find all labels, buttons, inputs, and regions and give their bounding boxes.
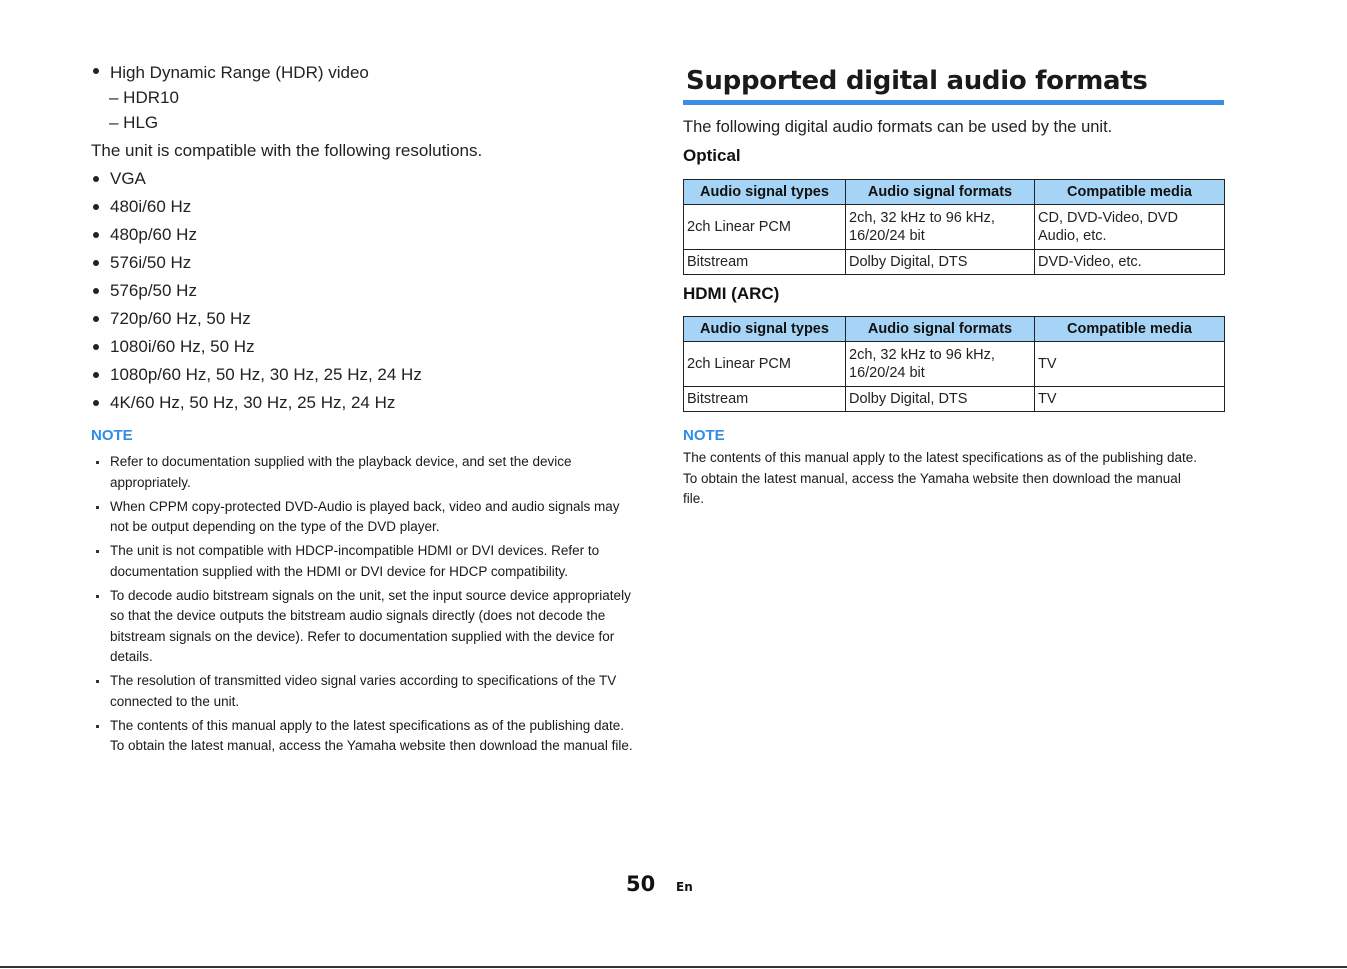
table-row (684, 250, 1225, 275)
table-cell: 2ch, 32 kHz to 96 kHz, 16/20/24 bit (846, 205, 1035, 250)
note-item: The resolution of transmitted video signal varies according to specifications of the TV connected to the unit. (91, 671, 636, 712)
table-header-cell: Compatible media (1035, 180, 1225, 205)
resolution-item: 480p/60 Hz (91, 221, 636, 249)
lead-text: The following digital audio formats can be used by the unit. (683, 118, 1113, 136)
right-column (683, 66, 1224, 510)
note-item: The unit is not compatible with HDCP-incompatible HDMI or DVI devices. Refer to documentation supplied with the HDMI or DVI device for HDCP compatibility. (91, 541, 636, 582)
table-row (684, 342, 1225, 387)
note-item: The contents of this manual apply to the latest specifications as of the publishing date. To obtain the latest manual, access the Yamaha website then download the manual file. (91, 716, 636, 757)
table-header-cell: Audio signal formats (846, 180, 1035, 205)
table-cell: Bitstream (684, 250, 846, 275)
table-cell: 2ch, 32 kHz to 96 kHz, 16/20/24 bit (846, 342, 1035, 387)
table-header-cell: Audio signal types (684, 317, 846, 342)
optical-title: Optical (683, 146, 741, 165)
table-cell: 2ch Linear PCM (684, 342, 846, 387)
note-item: When CPPM copy-protected DVD-Audio is played back, video and audio signals may not be output depending on the type of the DVD player. (91, 497, 636, 538)
note-title: NOTE (91, 427, 133, 444)
section-title: Supported digital audio formats (683, 66, 1224, 105)
note-list (91, 452, 636, 757)
note-text: The contents of this manual apply to the latest specifications as of the publishing date. To obtain the latest manual, access the Yamaha website then download the manual file. (683, 450, 1198, 506)
table-cell: 2ch Linear PCM (684, 205, 846, 250)
table-header-cell: Audio signal formats (846, 317, 1035, 342)
table-cell: CD, DVD-Video, DVD Audio, etc. (1035, 205, 1225, 250)
table-cell: TV (1035, 342, 1225, 387)
note-title: NOTE (683, 427, 725, 444)
resolution-list (91, 165, 636, 417)
table-cell: Dolby Digital, DTS (846, 387, 1035, 412)
hdr-bullet: High Dynamic Range (HDR) video (91, 60, 636, 85)
resolution-item: VGA (91, 165, 636, 193)
resolution-item: 1080i/60 Hz, 50 Hz (91, 333, 636, 361)
hdr-sub-item: – HDR10 (109, 88, 179, 107)
table-header-cell: Compatible media (1035, 317, 1225, 342)
note-item: Refer to documentation supplied with the playback device, and set the device appropriately. (91, 452, 636, 493)
hdmi-title: HDMI (ARC) (683, 284, 780, 303)
compat-text: The unit is compatible with the following resolutions. (91, 141, 483, 160)
resolution-item: 720p/60 Hz, 50 Hz (91, 305, 636, 333)
bottom-rule (0, 966, 1347, 968)
table-row (684, 387, 1225, 412)
optical-table (683, 179, 1225, 275)
table-cell: DVD-Video, etc. (1035, 250, 1225, 275)
table-cell: Bitstream (684, 387, 846, 412)
resolution-item: 576i/50 Hz (91, 249, 636, 277)
table-header-cell: Audio signal types (684, 180, 846, 205)
page-language: En (676, 880, 693, 894)
hdmi-table (683, 316, 1225, 412)
resolution-item: 480i/60 Hz (91, 193, 636, 221)
table-header-row (684, 180, 1225, 205)
note-item: To decode audio bitstream signals on the unit, set the input source device appropriately so that the device outputs the bitstream audio signals directly (does not decode the bitstream signals on the device). Refer to documentation supplied with the device for details. (91, 586, 636, 668)
left-column (91, 60, 636, 760)
hdr-sub-item: – HLG (109, 113, 159, 132)
page-number: 50 (626, 872, 656, 896)
resolution-item: 1080p/60 Hz, 50 Hz, 30 Hz, 25 Hz, 24 Hz (91, 361, 636, 389)
hdr-list (91, 60, 636, 135)
resolution-item: 576p/50 Hz (91, 277, 636, 305)
resolution-item: 4K/60 Hz, 50 Hz, 30 Hz, 25 Hz, 24 Hz (91, 389, 636, 417)
table-row (684, 205, 1225, 250)
table-cell: Dolby Digital, DTS (846, 250, 1035, 275)
table-header-row (684, 317, 1225, 342)
table-cell: TV (1035, 387, 1225, 412)
